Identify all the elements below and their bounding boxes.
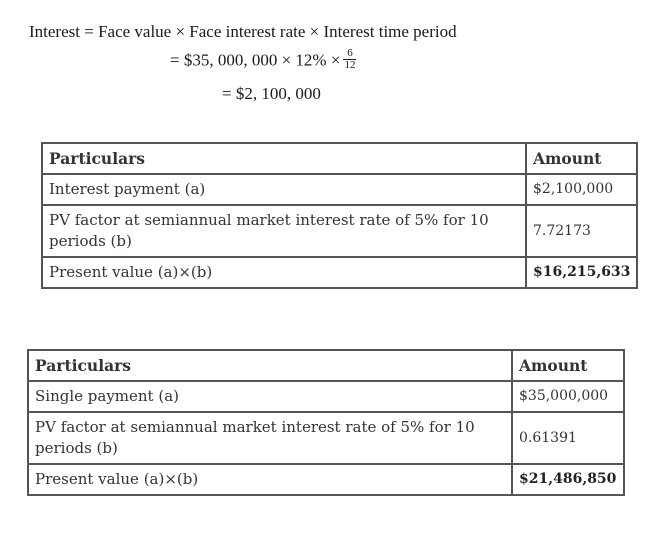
row-label: Single payment (a) xyxy=(28,381,512,412)
amount-header: Amount xyxy=(512,350,624,381)
substitution-text: = $35, 000, 000 × 12% × xyxy=(170,50,341,70)
table-row xyxy=(28,412,624,464)
row-label: Present value (a)×(b) xyxy=(42,257,526,288)
single-payment-pv-table xyxy=(27,349,625,496)
table-row xyxy=(42,174,637,205)
particulars-header: Particulars xyxy=(28,350,512,381)
row-label: PV factor at semiannual market interest rate of 5% for 10 periods (b) xyxy=(28,412,512,464)
row-value: 0.61391 xyxy=(512,412,624,464)
amount-header: Amount xyxy=(526,143,637,174)
table-row xyxy=(28,464,624,495)
row-label: Interest payment (a) xyxy=(42,174,526,205)
row-label: PV factor at semiannual market interest rate of 5% for 10 periods (b) xyxy=(42,205,526,257)
table-row xyxy=(42,205,637,257)
row-value: 7.72173 xyxy=(526,205,637,257)
row-value: $16,215,633 xyxy=(526,257,637,288)
table-header-row xyxy=(42,143,637,174)
row-value: $21,486,850 xyxy=(512,464,624,495)
table-row xyxy=(28,381,624,412)
row-value: $35,000,000 xyxy=(512,381,624,412)
interest-formula: Interest = Face value × Face interest rate × Interest time period xyxy=(29,22,457,41)
time-fraction xyxy=(343,48,356,71)
interest-pv-table xyxy=(41,142,638,289)
table-header-row xyxy=(28,350,624,381)
interest-result: = $2, 100, 000 xyxy=(222,84,321,103)
interest-substitution xyxy=(170,47,356,73)
row-value: $2,100,000 xyxy=(526,174,637,205)
fraction-numerator: 6 xyxy=(343,48,356,60)
table-row xyxy=(42,257,637,288)
fraction-denominator: 12 xyxy=(344,59,356,71)
particulars-header: Particulars xyxy=(42,143,526,174)
row-label: Present value (a)×(b) xyxy=(28,464,512,495)
